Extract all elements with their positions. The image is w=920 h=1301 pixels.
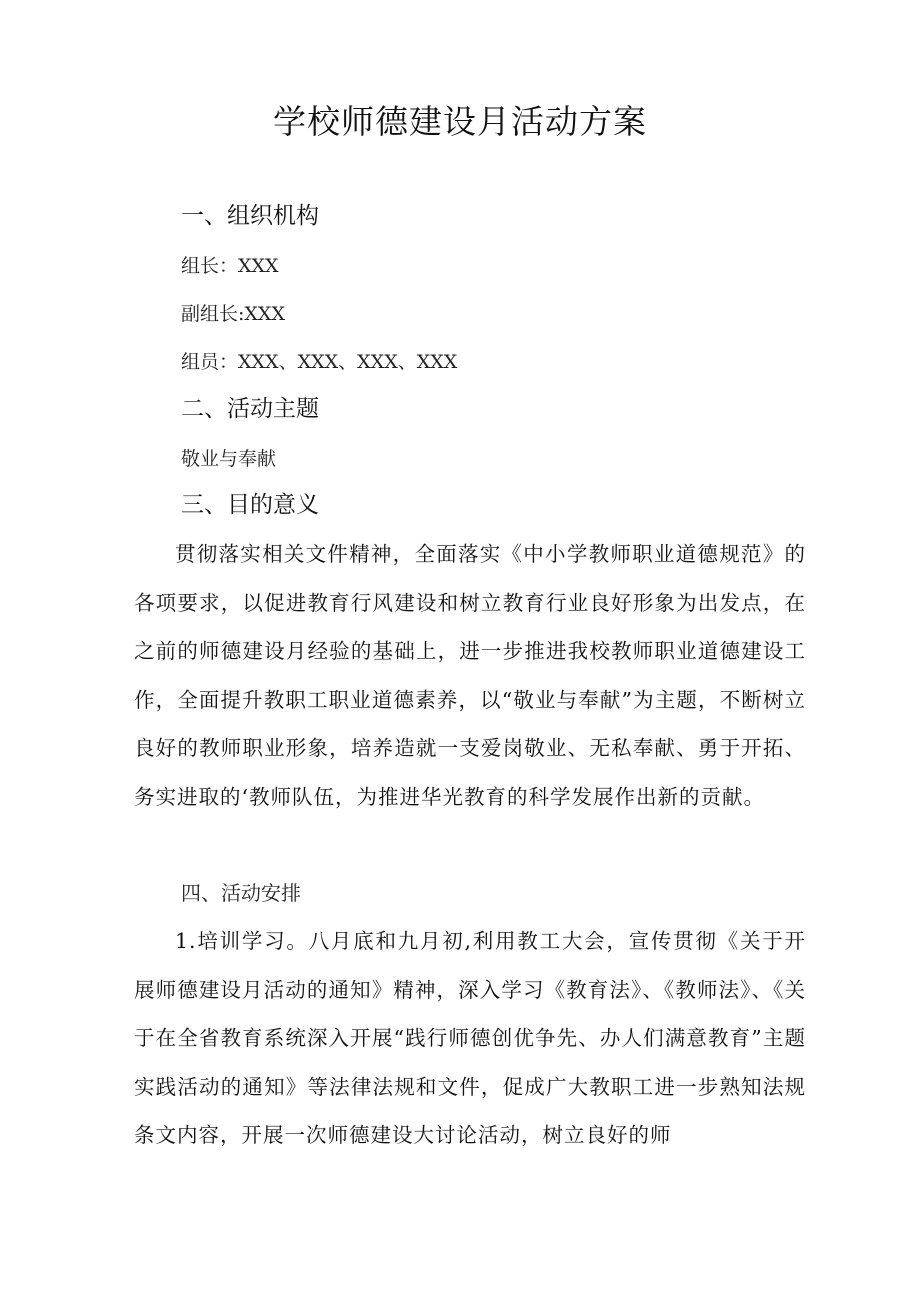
arrangement-item-1: 1.培训学习。八月底和九月初,利用教工大会，宣传贯彻《关于开展师德建设月活动的通知》精神，深入学习《教育法》、《教师法》、《关于在全省教育系统深入开展“践行师德创优争先、办人们满意教育”主题实践活动的通知》等法律法规和文件，促成广大教职工进一步熟知法规条文内容，开展一次师德建设大讨论活动，树立良好的师: [134, 929, 806, 1147]
purpose-paragraph: 贯彻落实相关文件精神，全面落实《中小学教师职业道德规范》的各项要求，以促进教育行风建设和树立教育行业良好形象为出发点，在之前的师德建设月经验的基础上，进一步推进我校教师职业道德建设工作，全面提升教职工职业道德素养，以“敬业与奉献”为主题，不断树立良好的教师职业形象，培养造就一支爱岗敬业、无私奉献、勇于开拓、务实进取的‘教师队伍，为推进华光教育的科学发展作出新的贡献。: [134, 542, 806, 809]
section-heading-organization: 一、组织机构: [181, 203, 319, 229]
organization-leader: 组长：XXX: [181, 255, 279, 277]
section-heading-purpose: 三、目的意义: [181, 492, 319, 518]
section-heading-theme: 二、活动主题: [181, 396, 319, 422]
organization-members: 组员：XXX、XXX、XXX、XXX: [181, 351, 458, 373]
section-heading-arrangement: 四、活动安排: [181, 881, 301, 905]
theme-text: 敬业与奉献: [181, 448, 277, 470]
document-title: 学校师德建设月活动方案: [273, 102, 647, 141]
organization-deputy-leader: 副组长:XXX: [181, 303, 285, 325]
